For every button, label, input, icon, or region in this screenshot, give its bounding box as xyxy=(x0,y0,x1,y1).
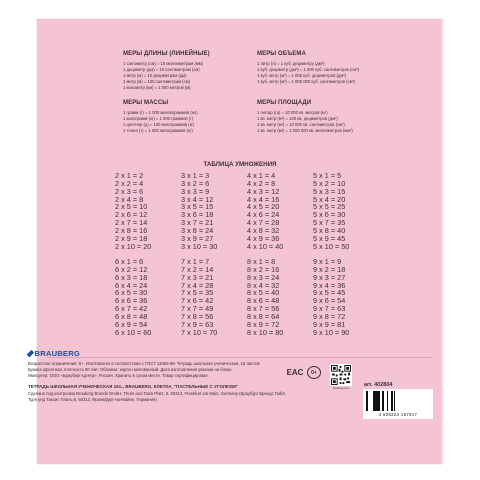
multiplication-row: 6 x 5 = 30 xyxy=(115,288,148,298)
multiplication-row: 9 x 5 = 45 xyxy=(313,288,346,298)
list-line: 1 метр (м) = 100 сантиметрам (см) xyxy=(123,79,191,85)
list-line: Бумага офсетная, плотность 60 г/м². Обложка: картон мелованный. Дата изготовления указана на блоке. xyxy=(28,367,233,373)
multiplication-row: 8 x 5 = 40 xyxy=(247,288,280,298)
area-measures-title: МЕРЫ ПЛОЩАДИ xyxy=(257,100,312,106)
list-line: Импортер: ООО «Брауберг-Центр», Россия. Хранить в сухом месте. Товар сертифицирован. xyxy=(28,373,209,379)
list-line: 1 кв. метр (м²) = 100 кв. дециметров (дм²) xyxy=(257,116,338,122)
qr-code-graphic xyxy=(331,365,351,385)
multiplication-row: 9 x 8 = 72 xyxy=(313,311,346,321)
multiplication-row: 5 x 6 = 30 xyxy=(313,210,346,220)
multiplication-table-title: ТАБЛИЦА УМНОЖЕНИЯ xyxy=(203,161,277,168)
multiplication-row: 5 x 10 = 50 xyxy=(313,241,350,251)
multiplication-row: 4 x 3 = 12 xyxy=(247,186,280,196)
multiplication-row: 5 x 3 = 15 xyxy=(313,186,346,196)
multiplication-row: 2 x 1 = 2 xyxy=(115,171,144,180)
multiplication-row: 3 x 6 = 18 xyxy=(181,210,214,220)
multiplication-row: 3 x 10 = 30 xyxy=(181,241,218,251)
multiplication-row: 6 x 4 = 24 xyxy=(115,280,148,290)
multiplication-row: 3 x 5 = 15 xyxy=(181,202,214,212)
multiplication-row: 2 x 9 = 18 xyxy=(115,233,148,243)
list-line: 1 дециметр (дм) = 10 сантиметрам (см) xyxy=(123,67,200,73)
multiplication-row: 2 x 6 = 12 xyxy=(115,210,148,220)
multiplication-row: 4 x 9 = 36 xyxy=(247,233,280,243)
list-line: 1 куб. метр (м³) = 1 000 000 куб. сантиметров (см³) xyxy=(257,79,356,85)
brand-name: BRAUBERG xyxy=(34,349,80,358)
qr-code-icon xyxy=(330,364,352,386)
multiplication-row: 9 x 2 = 18 xyxy=(313,264,346,274)
multiplication-row: 2 x 4 = 8 xyxy=(115,194,144,204)
multiplication-row: 3 x 4 = 12 xyxy=(181,194,214,204)
multiplication-row: 5 x 7 = 35 xyxy=(313,218,346,228)
multiplication-row: 8 x 1 = 8 xyxy=(247,257,276,266)
multiplication-row: 8 x 4 = 32 xyxy=(247,280,280,290)
list-line: Возрастное ограничение: 6+. Изготовлено в соответствии с ГОСТ 12063-89. Тетрадь школьная ученическая, 16 листов xyxy=(28,361,260,366)
multiplication-row: 9 x 4 = 36 xyxy=(313,280,346,290)
multiplication-row: 8 x 6 = 48 xyxy=(247,296,280,306)
multiplication-column xyxy=(115,172,151,250)
list-line: 1 центнер (ц) = 100 килограммов (кг) xyxy=(123,122,195,128)
multiplication-column xyxy=(313,172,349,250)
barcode-number: 4 606224 157917 xyxy=(378,412,418,417)
multiplication-row: 3 x 3 = 9 xyxy=(181,186,210,196)
multiplication-row: 3 x 1 = 3 xyxy=(181,171,210,180)
length-measures-list xyxy=(123,61,210,91)
multiplication-row: 6 x 1 = 6 xyxy=(115,257,144,266)
multiplication-row: 3 x 2 = 6 xyxy=(181,178,210,188)
list-line: 1 литр (л) = 1 куб. дециметру (дм³) xyxy=(257,61,325,66)
list-line: 1 метр (м) = 10 дециметрам (дм) xyxy=(123,73,187,79)
multiplication-row: 7 x 4 = 28 xyxy=(181,280,214,290)
list-line: 1 грамм (г) = 1 000 миллиграммов (мг) xyxy=(123,110,198,115)
multiplication-row: 3 x 8 = 24 xyxy=(181,225,214,235)
multiplication-row: 5 x 5 = 25 xyxy=(313,202,346,212)
multiplication-row: 7 x 6 = 42 xyxy=(181,296,214,306)
multiplication-row: 7 x 9 = 63 xyxy=(181,319,214,329)
list-line: 1 куб. дециметр (дм³) = 1 000 куб. сантиметров (см³) xyxy=(257,67,360,73)
multiplication-column xyxy=(313,258,349,336)
multiplication-row: 2 x 10 = 20 xyxy=(115,241,152,251)
product-name: ТЕТРАДЬ ШКОЛЬНАЯ УЧЕНИЧЕСКАЯ 16л., BRAUBERG, КЛЕТКА, "ПАСТЕЛЬНЫЕ С УГОЛКОМ" xyxy=(28,384,239,389)
article-number: art. 402804 xyxy=(364,382,393,388)
volume-measures-section xyxy=(257,51,359,85)
area-measures-list xyxy=(257,110,353,134)
multiplication-row: 7 x 5 = 35 xyxy=(181,288,214,298)
list-line: 1 килограмм (кг) = 1 000 граммов (г) xyxy=(123,116,194,122)
multiplication-column xyxy=(181,258,217,336)
multiplication-row: 8 x 2 = 16 xyxy=(247,264,280,274)
mass-measures-title: МЕРЫ МАССЫ xyxy=(123,100,169,106)
manufacturer-info xyxy=(28,391,288,403)
multiplication-row: 4 x 10 = 40 xyxy=(247,241,284,251)
multiplication-row: 9 x 9 = 81 xyxy=(313,319,346,329)
age-rating-badge: 0+ xyxy=(307,366,321,379)
multiplication-row: 6 x 6 = 36 xyxy=(115,296,148,306)
barcode-bars-icon xyxy=(366,391,430,411)
multiplication-row: 6 x 3 = 18 xyxy=(115,272,148,282)
multiplication-column xyxy=(247,172,283,250)
multiplication-row: 7 x 3 = 21 xyxy=(181,272,214,282)
multiplication-row: 2 x 3 = 6 xyxy=(115,186,144,196)
area-measures-section xyxy=(257,100,353,134)
multiplication-row: 6 x 10 = 60 xyxy=(115,327,152,337)
multiplication-row: 5 x 2 = 10 xyxy=(313,178,346,188)
list-line: Сделано под контролем Brauberg Brands GmbH, Thurn and Taxis Platz, 6, 60313, Frankfurt am Main, Germany (Браубург Брендс ГмбХ, xyxy=(28,391,287,396)
multiplication-row: 3 x 9 = 27 xyxy=(181,233,214,243)
multiplication-row: 7 x 2 = 14 xyxy=(181,264,214,274)
multiplication-row: 5 x 9 = 45 xyxy=(313,233,346,243)
multiplication-row: 8 x 3 = 24 xyxy=(247,272,280,282)
multiplication-row: 4 x 8 = 32 xyxy=(247,225,280,235)
list-line: 1 куб. метр (м³) = 1 000 куб. дециметров (дм³) xyxy=(257,73,346,79)
multiplication-row: 6 x 8 = 48 xyxy=(115,311,148,321)
barcode xyxy=(363,389,433,419)
footer-divider xyxy=(47,357,433,358)
brand-mark-icon xyxy=(27,350,34,357)
multiplication-row: 8 x 10 = 80 xyxy=(247,327,284,337)
multiplication-row: 7 x 7 = 49 xyxy=(181,304,214,314)
mass-measures-section xyxy=(123,100,198,134)
mass-measures-list xyxy=(123,110,198,134)
multiplication-row: 2 x 8 = 16 xyxy=(115,225,148,235)
list-line: 1 сантиметр (см) = 10 миллиметрам (мм) xyxy=(123,61,203,66)
multiplication-row: 9 x 7 = 63 xyxy=(313,304,346,314)
multiplication-row: 4 x 4 = 16 xyxy=(247,194,280,204)
multiplication-row: 7 x 10 = 70 xyxy=(181,327,218,337)
multiplication-row: 4 x 6 = 24 xyxy=(247,210,280,220)
multiplication-row: 9 x 1 = 9 xyxy=(313,257,342,266)
list-line: 1 кв. метр (м²) = 1 000 000 кв. миллиметров (мм²) xyxy=(257,128,353,134)
multiplication-row: 3 x 7 = 21 xyxy=(181,218,214,228)
multiplication-row: 5 x 8 = 40 xyxy=(313,225,346,235)
list-line: 1 тонна (т) = 1 000 килограммов (кг) xyxy=(123,128,193,134)
brand-logo xyxy=(28,348,80,359)
multiplication-row: 6 x 2 = 12 xyxy=(115,264,148,274)
multiplication-column xyxy=(115,258,151,336)
list-line: 1 гектар (га) = 10 000 кв. метров (м²) xyxy=(257,110,328,115)
list-line: 1 кв. метр (м²) = 10 000 кв. сантиметров (см²) xyxy=(257,122,345,128)
multiplication-row: 6 x 7 = 42 xyxy=(115,304,148,314)
list-line: 1 километр (км) = 1 000 метров (м) xyxy=(123,85,191,91)
multiplication-row: 8 x 9 = 72 xyxy=(247,319,280,329)
multiplication-row: 4 x 7 = 28 xyxy=(247,218,280,228)
multiplication-row: 7 x 8 = 56 xyxy=(181,311,214,321)
multiplication-row: 4 x 1 = 4 xyxy=(247,171,276,180)
multiplication-row: 2 x 5 = 10 xyxy=(115,202,148,212)
multiplication-row: 2 x 7 = 14 xyxy=(115,218,148,228)
multiplication-row: 9 x 3 = 27 xyxy=(313,272,346,282)
multiplication-row: 6 x 9 = 54 xyxy=(115,319,148,329)
multiplication-row: 4 x 5 = 20 xyxy=(247,202,280,212)
multiplication-row: 9 x 10 = 90 xyxy=(313,327,350,337)
qr-caption: brauberg.com xyxy=(332,387,349,390)
multiplication-column xyxy=(247,258,283,336)
multiplication-row: 8 x 7 = 56 xyxy=(247,304,280,314)
multiplication-column xyxy=(181,172,217,250)
fine-print xyxy=(28,361,276,379)
multiplication-row: 7 x 1 = 7 xyxy=(181,257,210,266)
multiplication-row: 9 x 6 = 54 xyxy=(313,296,346,306)
volume-measures-title: МЕРЫ ОБЪЕМА xyxy=(257,51,306,57)
multiplication-row: 4 x 2 = 8 xyxy=(247,178,276,188)
length-measures-title: МЕРЫ ДЛИНЫ (ЛИНЕЙНЫЕ) xyxy=(123,51,210,57)
list-line: Турн унд Таксис Платц 6, 60313, Франкфурт-на-Майне, Германия). xyxy=(28,397,158,403)
volume-measures-list xyxy=(257,61,359,85)
barcode-bar xyxy=(394,391,395,411)
multiplication-row: 2 x 2 = 4 xyxy=(115,178,144,188)
multiplication-row: 5 x 1 = 5 xyxy=(313,171,342,180)
multiplication-row: 8 x 8 = 64 xyxy=(247,311,280,321)
length-measures-section xyxy=(123,51,210,91)
eac-mark-icon: EAC xyxy=(286,367,304,377)
multiplication-row: 5 x 4 = 20 xyxy=(313,194,346,204)
